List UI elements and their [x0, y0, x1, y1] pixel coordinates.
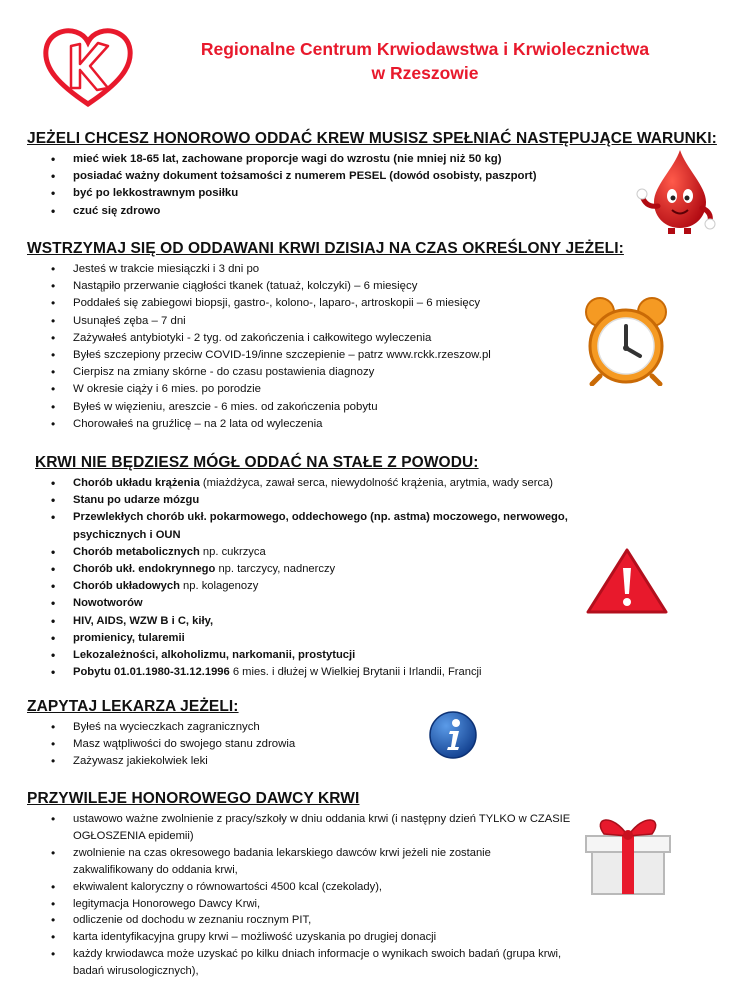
section-heading: WSTRZYMAJ SIĘ OD ODDAWANI KRWI DZISIAJ NA CZAS OKREŚLONY JEŻELI: [27, 240, 624, 257]
section-heading: ZAPYTAJ LEKARZA JEŻELI: [27, 698, 239, 715]
list-item: • Cierpisz na zmiany skórne - do czasu postawienia diagnozy [27, 364, 727, 381]
list-item: • Masz wątpliwości do swojego stanu zdrowia [27, 736, 727, 753]
list-item: • HIV, AIDS, WZW B i C, kiły, [27, 613, 637, 630]
section-ask-doctor [27, 698, 727, 771]
title-line-2: w Rzeszowie [371, 63, 479, 83]
list-item: • Poddałeś się zabiegowi biopsji, gastro-, kolono-, laparo-, artroskopii – 6 miesięcy [27, 295, 727, 312]
list-item: • mieć wiek 18-65 lat, zachowane proporcje wagi do wzrostu (nie mniej niż 50 kg) [27, 151, 727, 168]
warning-triangle-icon [584, 546, 670, 616]
list-item: • czuć się zdrowo [27, 203, 727, 220]
section-heading: PRZYWILEJE HONOROWEGO DAWCY KRWI [27, 790, 360, 807]
list-item: • Nowotworów [27, 595, 637, 612]
list-item: • odliczenie od dochodu w zeznaniu rocznym PIT, [27, 912, 572, 929]
list-item: • Jesteś w trakcie miesiączki i 3 dni po [27, 261, 727, 278]
info-icon [428, 710, 478, 760]
list-item: • Chorób metabolicznych np. cukrzyca [27, 544, 637, 561]
list-item: • legitymacja Honorowego Dawcy Krwi, [27, 896, 572, 913]
list-item: • każdy krwiodawca może uzyskać po kilku dniach informacje o wynikach swoich badań (grupa krwi, badań wirusologicznych), [27, 946, 572, 980]
list-item: • Chorowałeś na gruźlicę – na 2 lata od wyleczenia [27, 416, 727, 433]
list-item: • ustawowo ważne zwolnienie z pracy/szkoły w dniu oddania krwi (i następny dzień TYLKO w CZASIE OGŁOSZENIA epidemii) [27, 811, 572, 845]
list-item: • promienicy, tularemii [27, 630, 637, 647]
list-item: • Chorób układowych np. kolagenozy [27, 578, 637, 595]
permanent-deferral-list [27, 475, 637, 681]
list-item: • Lekozależności, alkoholizmu, narkomanii, prostytucji [27, 647, 637, 664]
list-item: • W okresie ciąży i 6 mies. po porodzie [27, 381, 727, 398]
gift-box-icon [582, 808, 674, 898]
blood-drop-mascot-icon [636, 146, 718, 236]
section-requirements [27, 130, 727, 220]
list-item: • karta identyfikacyjna grupy krwi – możliwość uzyskania po drugiej donacji [27, 929, 572, 946]
list-item: • ekwiwalent kaloryczny o równowartości 4500 kcal (czekolady), [27, 879, 572, 896]
title-line-1: Regionalne Centrum Krwiodawstwa i Krwiolecznictwa [200, 39, 650, 59]
donor-privileges-list [27, 811, 572, 980]
requirements-list [27, 151, 727, 220]
list-item: • Usunąłeś zęba – 7 dni [27, 313, 727, 330]
list-item: • Zażywasz jakiekolwiek leki [27, 753, 727, 770]
list-item: • Chorób układu krążenia (miażdżyca, zawał serca, niewydolność krążenia, arytmia, wady serca) [27, 475, 637, 492]
ask-doctor-list [27, 719, 727, 771]
list-item: • Byłeś na wycieczkach zagranicznych [27, 719, 727, 736]
list-item: • Nastąpiło przerwanie ciągłości tkanek (tatuaż, kolczyki) – 6 miesięcy [27, 278, 727, 295]
list-item: • zwolnienie na czas okresowego badania lekarskiego dawców krwi jeżeli nie zostanie zakwalifikowany do oddania krwi, [27, 845, 572, 879]
alarm-clock-icon [582, 296, 670, 386]
section-heading: KRWI NIE BĘDZIESZ MÓGŁ ODDAĆ NA STAŁE Z POWODU: [35, 454, 479, 471]
list-item: • Stanu po udarze mózgu [27, 492, 637, 509]
list-item: • Chorób ukł. endokrynnego np. tarczycy, nadnerczy [27, 561, 637, 578]
list-item: • posiadać ważny dokument tożsamości z numerem PESEL (dowód osobisty, paszport) [27, 168, 727, 185]
list-item: • Pobytu 01.01.1980-31.12.1996 6 mies. i dłużej w Wielkiej Brytanii i Irlandii, Francji [27, 664, 637, 681]
list-item: • Byłeś w więzieniu, areszcie - 6 mies. od zakończenia pobytu [27, 399, 727, 416]
list-item: • Zażywałeś antybiotyki - 2 tyg. od zakończenia i całkowitego wyleczenia [27, 330, 727, 347]
list-item: • Byłeś szczepiony przeciw COVID-19/inne szczepienie – patrz www.rckk.rzeszow.pl [27, 347, 727, 364]
page-title [145, 37, 705, 85]
section-heading: JEŻELI CHCESZ HONOROWO ODDAĆ KREW MUSISZ SPEŁNIAĆ NASTĘPUJĄCE WARUNKI: [27, 130, 717, 147]
header [0, 0, 750, 110]
list-item: • być po lekkostrawnym posiłku [27, 185, 727, 202]
list-item: • Przewlekłych chorób ukł. pokarmowego, oddechowego (np. astma) moczowego, nerwowego, psychicznych i OUN [27, 509, 637, 543]
rckk-logo-icon [38, 24, 138, 108]
